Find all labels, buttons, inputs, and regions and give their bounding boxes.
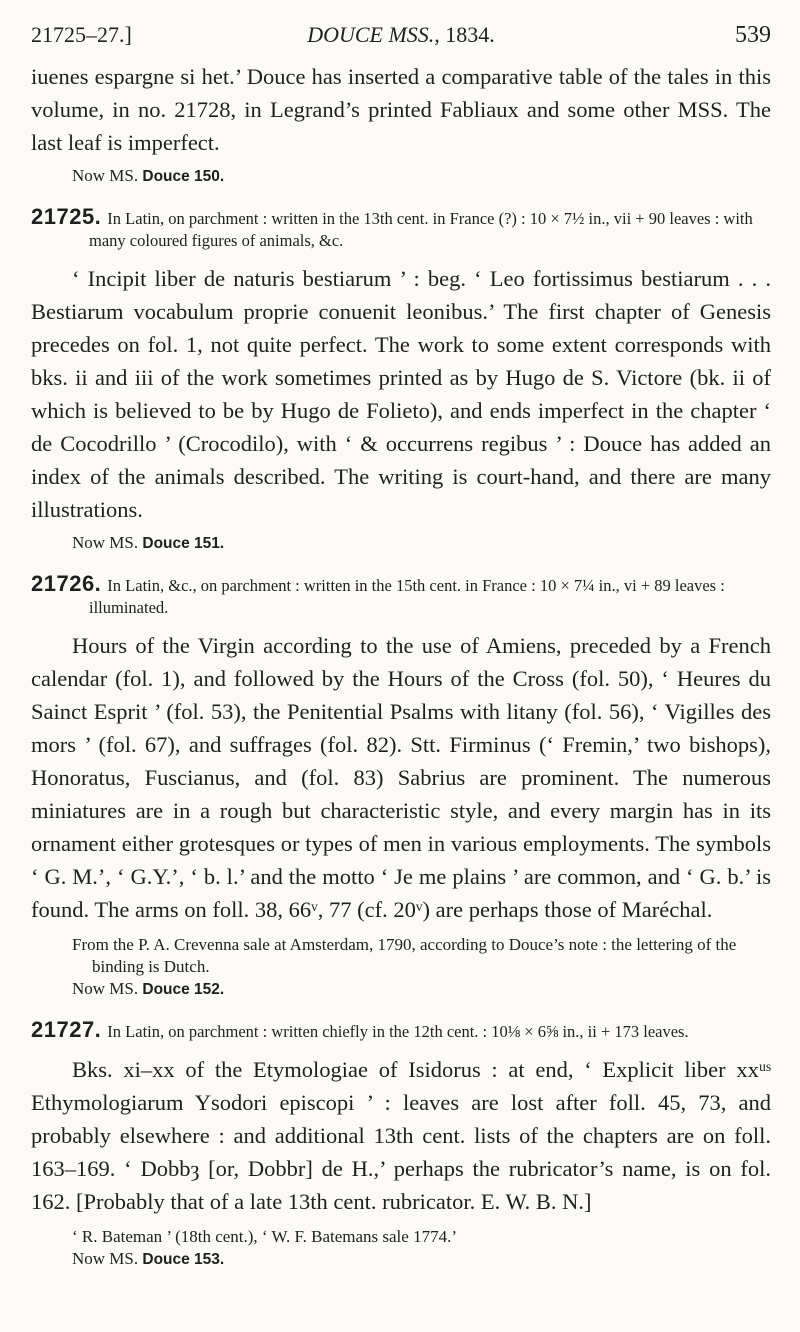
now-ms-line: [72, 1248, 771, 1271]
entry-body: ‘ Incipit liber de naturis bestiarum ’ : beg. ‘ Leo fortissimus bestiarum . . . Bestiarum vocabulum proprie conuenit leonibus.’ The first chapter of Genesis precedes on fol. 1, not quite perfect. The work to some extent corresponds with bks. ii and iii of the work sometimes printed as by Hugo de S. Victore (bk. ii of which is believed to be by Hugo de Folieto), and ends imperfect in the chapter ‘ de Cocodrillo ’ (Crocodilo), with ‘ & occurrens regibus ’ : Douce has added an index of the animals described. The writing is court-hand, and there are many illustrations.: [31, 266, 771, 522]
now-ms-line: [72, 978, 771, 1001]
entry-body: Bks. xi–xx of the Etymologiae of Isidorus : at end, ‘ Explicit liber xxᵘˢ Ethymologiarum Ysodori episcopi ’ : leaves are lost after foll. 45, 73, and probably elsewhere : and additional 13th cent. lists of the chapters are on foll. 163–169. ‘ Dobbȝ [or, Dobbr] de H.,’ perhaps the rubricator’s name, is on fol. 162. [Probably that of a late 13th cent. rubricator. E. W. B. N.]: [31, 1057, 771, 1214]
now-ms-line: [72, 165, 771, 188]
running-head: [31, 0, 771, 60]
provenance-note: From the P. A. Crevenna sale at Amsterdam, 1790, according to Douce’s note : the lettering of the binding is Dutch.: [72, 935, 737, 976]
page-number: 539: [735, 22, 771, 48]
running-head-title-text: DOUCE MSS.,: [307, 22, 440, 47]
entry-description: In Latin, on parchment : written chiefly in the 12th cent. : 10⅛ × 6⅝ in., ii + 173 leaves.: [107, 1022, 689, 1041]
entry-number: 21727.: [31, 1017, 102, 1042]
entry-number: 21725.: [31, 204, 102, 229]
intro-paragraph: iuenes espargne si het.’ Douce has inserted a comparative table of the tales in this volume, in no. 21728, in Legrand’s printed Fabliaux and some other MSS. The last leaf is imperfect.: [31, 64, 771, 155]
now-ms-label: Now MS.: [72, 979, 139, 998]
now-ms-label: Now MS.: [72, 533, 139, 552]
entry-description: In Latin, on parchment : written in the 13th cent. in France (?) : 10 × 7½ in., vii + 90 leaves : with many coloured figures of animals, &c.: [89, 209, 753, 250]
now-ms-ref: Douce 152.: [142, 981, 225, 998]
now-ms-label: Now MS.: [72, 166, 139, 185]
running-head-range: 21725–27.]: [31, 22, 132, 47]
entry-heading: [31, 1019, 771, 1043]
entry-heading: [31, 206, 771, 252]
document-page: [31, 0, 771, 1289]
entry-description: In Latin, &c., on parchment : written in the 15th cent. in France : 10 × 7¼ in., vi + 89 leaves : illuminated.: [89, 576, 725, 617]
now-ms-ref: Douce 150.: [142, 168, 225, 185]
entry-heading: [31, 573, 771, 619]
now-ms-line: [72, 532, 771, 555]
now-ms-label: Now MS.: [72, 1249, 139, 1268]
now-ms-ref: Douce 151.: [142, 535, 225, 552]
entry-body: Hours of the Virgin according to the use of Amiens, preceded by a French calendar (fol. 1), and followed by the Hours of the Cross (fol. 50), ‘ Heures du Sainct Esprit ’ (fol. 53), the Penitential Psalms with litany (fol. 56), ‘ Vigilles des mors ’ (fol. 67), and suffrages (fol. 82). Stt. Firminus (‘ Fremin,’ two bishops), Honoratus, Fuscianus, and (fol. 83) Sabrius are prominent. The numerous miniatures are in a rough but characteristic style, and every margin has in its ornament either grotesques or types of men in various employments. The symbols ‘ G. M.’, ‘ G.Y.’, ‘ b. l.’ and the motto ‘ Je me plains ’ are common, and ‘ G. b.’ is found. The arms on foll. 38, 66ᵛ, 77 (cf. 20ᵛ) are perhaps those of Maréchal.: [31, 633, 771, 922]
running-head-title: [31, 22, 771, 48]
provenance-note: ‘ R. Bateman ’ (18th cent.), ‘ W. F. Batemans sale 1774.’: [72, 1227, 457, 1246]
running-head-year: 1834.: [445, 22, 495, 47]
now-ms-ref: Douce 153.: [142, 1251, 225, 1268]
entry-number: 21726.: [31, 571, 102, 596]
